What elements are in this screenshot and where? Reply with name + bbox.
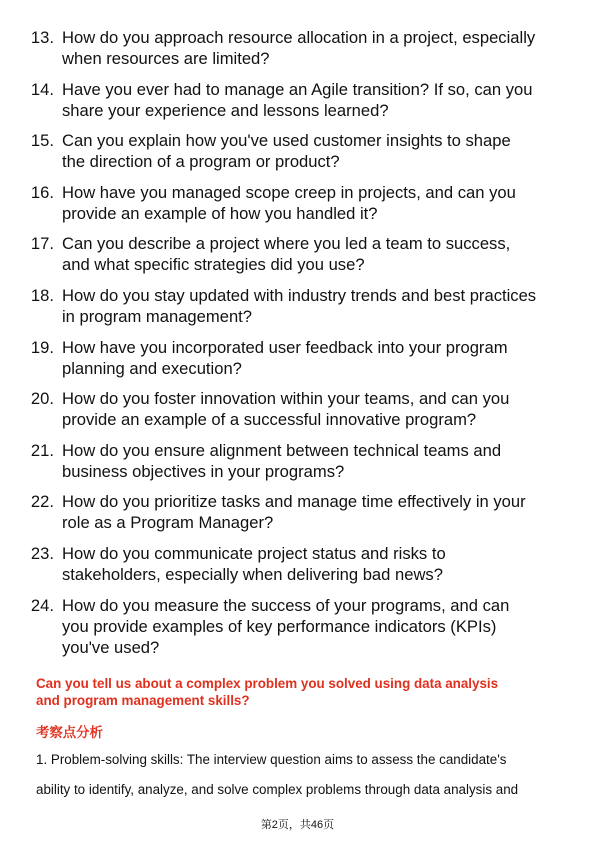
list-item	[0, 130, 595, 182]
question-text: Have you ever had to manage an Agile transition? If so, can you share your experience and lessons learned?	[62, 79, 533, 120]
page-number: 第2页，共46页	[260, 819, 335, 831]
list-item	[0, 337, 595, 389]
question-text: How do you approach resource allocation in a project, especially when resources are limited?	[62, 28, 536, 68]
question-number: 18.	[30, 285, 54, 305]
list-item	[0, 27, 595, 79]
question-text: How do you communicate project status and risks to stakeholders, especially when delivering bad news?	[62, 543, 446, 584]
question-text: Can you describe a project where you led a team to success, and what specific strategies did you use?	[62, 234, 511, 275]
question-number: 14.	[30, 79, 54, 99]
list-item	[0, 440, 595, 492]
question-text: How have you incorporated user feedback into your program planning and execution?	[62, 337, 508, 378]
list-item	[0, 79, 595, 131]
list-item	[0, 543, 595, 595]
question-text: How do you foster innovation within your teams, and can you provide an example of a successful innovative program?	[62, 389, 510, 430]
highlighted-question: Can you tell us about a complex problem you solved using data analysis and program management skills?	[36, 676, 499, 708]
question-text: How do you prioritize tasks and manage time effectively in your role as a Program Manager?	[62, 492, 526, 533]
section-heading: 考察点分析	[36, 725, 103, 740]
question-number: 20.	[30, 389, 54, 409]
question-text: How have you managed scope creep in projects, and can you provide an example of how you handled it?	[62, 182, 516, 223]
question-text: How do you measure the success of your programs, and can you provide examples of key performance indicators (KPIs) you've used?	[62, 595, 510, 657]
body-paragraph: 1. Problem-solving skills: The interview question aims to assess the candidate's ability to identify, analyze, and solve complex problems through data analysis and	[36, 752, 519, 797]
list-item	[0, 595, 595, 667]
question-text: How do you stay updated with industry trends and best practices in program management?	[62, 285, 537, 326]
question-number: 19.	[30, 337, 54, 357]
question-number: 15.	[30, 131, 54, 151]
list-item	[0, 491, 595, 543]
question-number: 24.	[30, 595, 54, 615]
question-text: Can you explain how you've used customer insights to shape the direction of a program or product?	[62, 131, 511, 172]
question-number: 13.	[30, 28, 54, 47]
list-item	[0, 233, 595, 285]
question-text: How do you ensure alignment between technical teams and business objectives in your programs?	[62, 440, 502, 481]
list-item	[0, 182, 595, 234]
question-number: 22.	[30, 492, 54, 512]
question-number: 16.	[30, 182, 54, 202]
question-list	[0, 27, 595, 667]
list-item	[0, 285, 595, 337]
question-number: 21.	[30, 440, 54, 460]
list-item	[0, 388, 595, 440]
question-number: 23.	[30, 543, 54, 563]
question-number: 17.	[30, 234, 54, 254]
